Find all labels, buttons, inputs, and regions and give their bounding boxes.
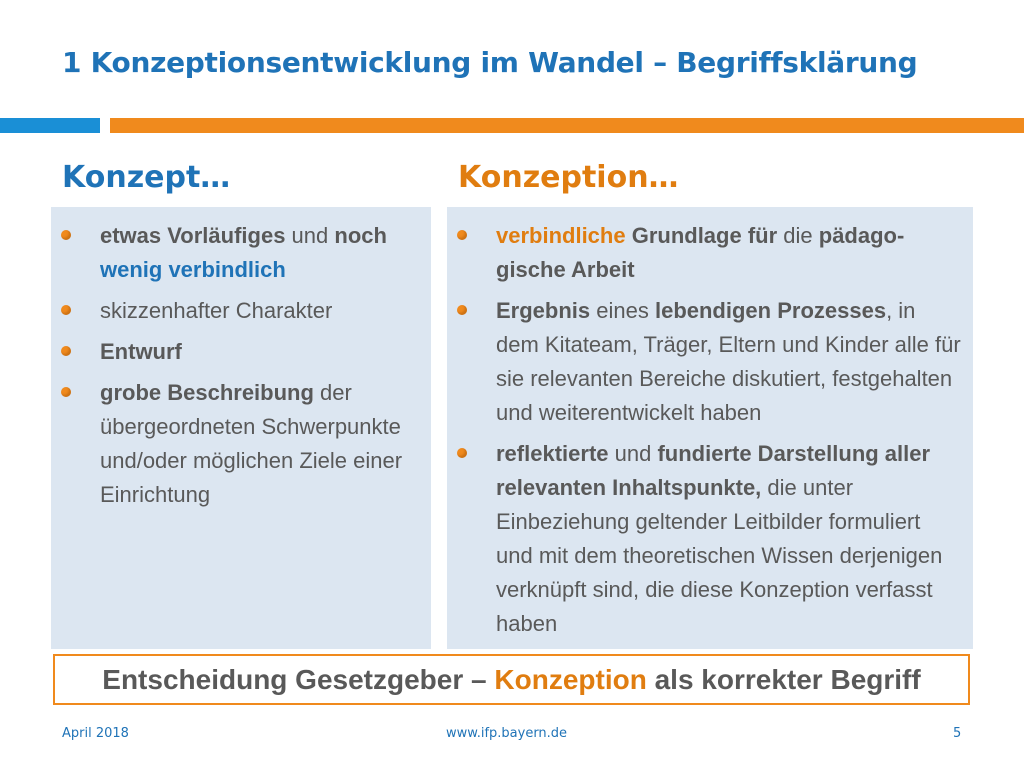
bullet-dot-icon [457, 230, 467, 240]
list-item: Ergebnis eines lebendigen Prozesses, in dem Kitateam, Träger, Eltern und Kinder alle für sie relevanten Bereiche diskutiert, festgehalten und weiterentwickelt haben [447, 294, 963, 430]
list-item: grobe Beschreibung der übergeordneten Schwerpunkte und/oder möglichen Ziele einer Einrichtung [51, 376, 421, 512]
list-item: etwas Vorläufiges und noch wenig verbindlich [51, 219, 421, 287]
konzeption-heading: Konzeption… [458, 160, 679, 195]
bullet-dot-icon [457, 305, 467, 315]
konzept-panel [51, 207, 431, 649]
list-item: Entwurf [51, 335, 421, 369]
bullet-dot-icon [457, 448, 467, 458]
decision-banner: Entscheidung Gesetzgeber – Konzeption als korrekter Begriff [53, 654, 970, 705]
bullet-dot-icon [61, 387, 71, 397]
bullet-dot-icon [61, 305, 71, 315]
konzeption-panel [447, 207, 973, 649]
list-item: skizzenhafter Charakter [51, 294, 421, 328]
page-number: 5 [953, 726, 962, 741]
footer-date: April 2018 [62, 726, 129, 741]
konzept-list [51, 207, 431, 512]
accent-bar-orange [110, 118, 1024, 133]
footer-url[interactable]: www.ifp.bayern.de [446, 726, 568, 741]
slide-title: 1 Konzeptionsentwicklung im Wandel – Begriffsklärung [62, 46, 918, 79]
konzeption-list [447, 207, 973, 641]
list-item: reflektierte und fundierte Darstellung aller relevanten Inhaltspunkte, die unter Einbeziehung geltender Leitbilder formuliert und mit dem theoretischen Wissen derjenigen verknüpft sind, die diese Konzeption verfasst haben [447, 437, 963, 641]
konzept-heading: Konzept… [62, 160, 231, 195]
bullet-dot-icon [61, 346, 71, 356]
bullet-dot-icon [61, 230, 71, 240]
accent-bar-blue [0, 118, 100, 133]
list-item: verbindliche Grundlage für die pädago- gische Arbeit [447, 219, 963, 287]
